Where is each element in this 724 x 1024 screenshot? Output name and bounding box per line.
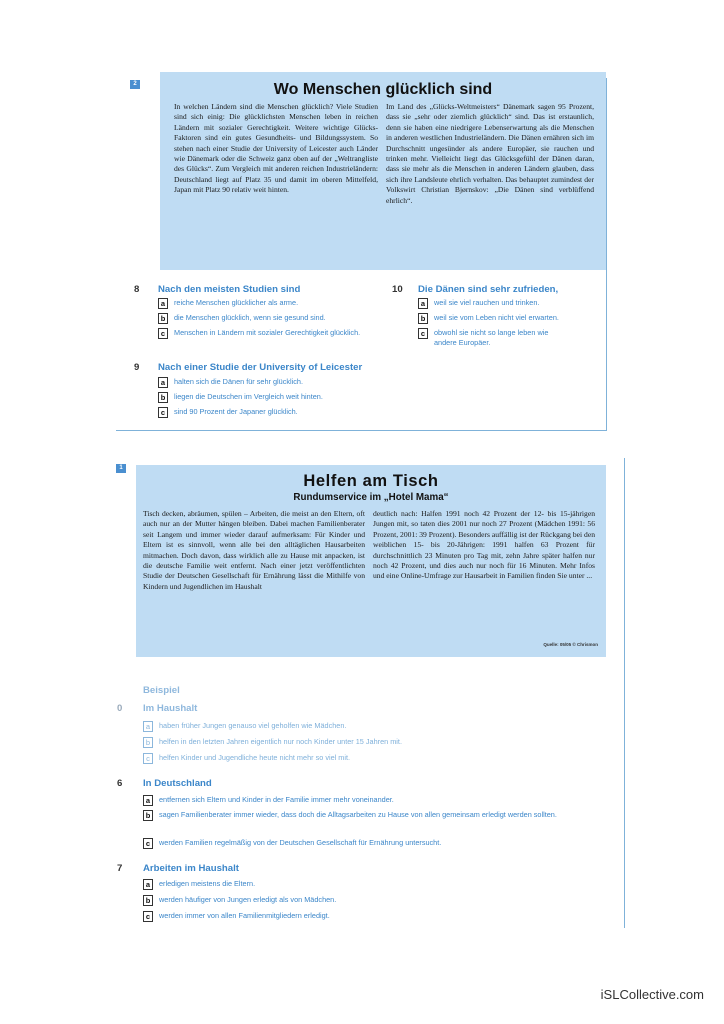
question-stem: In Deutschland xyxy=(143,778,212,789)
answer-option[interactable] xyxy=(143,810,598,821)
option-letter[interactable]: b xyxy=(143,810,153,821)
answer-option[interactable] xyxy=(158,313,383,324)
option-text: erledigen meistens die Eltern. xyxy=(159,879,256,888)
question-number: 7 xyxy=(117,863,123,874)
option-letter[interactable]: b xyxy=(158,313,168,324)
option-letter[interactable]: a xyxy=(418,298,428,309)
answer-option xyxy=(143,753,603,764)
question-stem: Nach den meisten Studien sind xyxy=(158,284,301,295)
option-letter[interactable]: c xyxy=(143,911,153,922)
answer-option[interactable] xyxy=(143,795,603,806)
article-column-left: Tisch decken, abräumen, spülen – Arbeiten, die meist an den Eltern, oft auch nur an der Mutter hängen bleiben. Dabei machen Familienberater seit Langem und immer wieder darauf aufmerksam: Für Kinder und Eltern ist es sinnvoll, wenn alle bei den alltäglichen Hausarbeiten mitmachen. Doch davon, dass wirklich alle zu Hause mit anpacken, ist die deutsche Familie weit entfernt. Nach einer jetzt veröffentlichten Studie der Deutschen Gesellschaft für Ernährung lässt die Mithilfe von Kindern und Jugendlichen im Haushalt xyxy=(143,509,365,591)
option-text: entfernen sich Eltern und Kinder in der Familie immer mehr voneinander. xyxy=(159,795,394,804)
option-text: weil sie viel rauchen und trinken. xyxy=(434,298,540,307)
question-number: 0 xyxy=(117,703,123,714)
answer-option[interactable] xyxy=(158,377,383,388)
answer-option[interactable] xyxy=(158,298,383,309)
option-letter[interactable]: a xyxy=(158,298,168,309)
source-credit: Quelle: 05/05 © Chrismon xyxy=(543,642,598,647)
article-title: Wo Menschen glücklich sind xyxy=(273,81,493,98)
option-text: die Menschen glücklich, wenn sie gesund sind. xyxy=(174,313,326,322)
option-text: Menschen in Ländern mit sozialer Gerechtigkeit glücklich. xyxy=(174,328,361,337)
option-text: werden Familien regelmäßig von der Deutschen Gesellschaft für Ernährung untersucht. xyxy=(159,838,442,847)
answer-option[interactable] xyxy=(418,313,598,324)
option-letter: a xyxy=(143,721,153,732)
answer-option[interactable] xyxy=(418,328,568,347)
section-frame xyxy=(624,458,625,928)
question-number: 6 xyxy=(117,778,123,789)
question-stem: Arbeiten im Haushalt xyxy=(143,863,239,874)
option-text: helfen Kinder und Jugendliche heute nicht mehr so viel mit. xyxy=(159,753,351,762)
option-text: reiche Menschen glücklicher als arme. xyxy=(174,298,299,307)
article-column-left: In welchen Ländern sind die Menschen glücklich? Viele Studien sind sich einig: Die glücklichsten Menschen leben in reichen Ländern mit sozialer Gerechtigkeit. Weitere wichtige Glücks-Faktoren sind ein gutes Gesundheits- und Bildungssystem. So stehen nach einer Studie der University of Leicester auch Länder wie Dänemark oder die Schweiz ganz oben auf der „Weltrangliste des Glücks“. Zum Vergleich mit anderen reichen Industrieländern: Deutschland liegt auf Platz 35 und damit im oberen Mittelfeld, Japan mit Platz 90 relativ weit hinten. xyxy=(174,102,378,195)
answer-option[interactable] xyxy=(143,895,603,906)
option-letter[interactable]: b xyxy=(158,392,168,403)
answer-option xyxy=(143,721,603,732)
article-column-right: Im Land des „Glücks-Weltmeisters“ Dänemark sagen 95 Prozent, dass sie „sehr oder ziemlich glücklich“ sind. Das ist erstaunlich, denn sie haben eine niedrigere Lebenserwartung als die Menschen in anderen westlichen Industrieländern. Die Dänen ernähren sich im Durchschnitt ungesünder als andere Europäer, sie rauchen und trinken mehr. Vielleicht liegt das Glücksgefühl der Dänen daran, dass sie mehr als die Menschen in anderen Ländern glauben, dass sich ihre Landsleute ehrlich verhalten. Das behauptet zumindest der Volkswirt Christian Bjørnskov: „Die Dänen sind verblüffend ehrlich“. xyxy=(386,102,594,205)
section-number-badge: 1 xyxy=(116,464,126,473)
question-number: 9 xyxy=(134,362,140,373)
answer-option[interactable] xyxy=(158,407,383,418)
option-letter[interactable]: a xyxy=(143,879,153,890)
option-text: obwohl sie nicht so lange leben wie andere Europäer. xyxy=(434,328,549,347)
section-number-badge: 2 xyxy=(130,80,140,89)
answer-option[interactable] xyxy=(418,298,598,309)
option-text: werden immer von allen Familienmitgliedern erledigt. xyxy=(159,911,330,920)
answer-option xyxy=(143,737,603,748)
answer-option[interactable] xyxy=(143,911,603,922)
question-stem: Die Dänen sind sehr zufrieden, xyxy=(418,284,559,295)
option-letter[interactable]: a xyxy=(158,377,168,388)
question-number: 8 xyxy=(134,284,140,295)
option-letter: b xyxy=(143,737,153,748)
question-stem: Im Haushalt xyxy=(143,703,198,714)
answer-option[interactable] xyxy=(143,838,603,849)
option-text: haben früher Jungen genauso viel geholfen wie Mädchen. xyxy=(159,721,347,730)
option-letter[interactable]: a xyxy=(143,795,153,806)
option-text: weil sie vom Leben nicht viel erwarten. xyxy=(434,313,559,322)
option-letter[interactable]: b xyxy=(418,313,428,324)
option-letter[interactable]: b xyxy=(143,895,153,906)
article-subtitle: Rundumservice im „Hotel Mama“ xyxy=(293,492,449,503)
watermark-footer: iSLCollective.com xyxy=(600,987,704,1002)
option-letter-marked: c xyxy=(143,753,153,764)
option-text: helfen in den letzten Jahren eigentlich nur noch Kinder unter 15 Jahren mit. xyxy=(159,737,402,746)
option-text: werden häufiger von Jungen erledigt als von Mädchen. xyxy=(159,895,337,904)
question-number: 10 xyxy=(392,284,403,295)
answer-option[interactable] xyxy=(158,328,383,339)
example-label: Beispiel xyxy=(143,685,180,696)
option-letter[interactable]: c xyxy=(143,838,153,849)
option-letter[interactable]: c xyxy=(158,328,168,339)
option-letter[interactable]: c xyxy=(158,407,168,418)
article-box xyxy=(136,465,606,657)
article-box xyxy=(160,72,606,270)
article-title: Helfen am Tisch xyxy=(303,472,439,490)
question-stem: Nach einer Studie der University of Leicester xyxy=(158,362,363,373)
answer-option[interactable] xyxy=(158,392,383,403)
option-text: sind 90 Prozent der Japaner glücklich. xyxy=(174,407,298,416)
option-text: liegen die Deutschen im Vergleich weit hinten. xyxy=(174,392,323,401)
option-text: halten sich die Dänen für sehr glücklich. xyxy=(174,377,303,386)
answer-option[interactable] xyxy=(143,879,603,890)
article-column-right: deutlich nach: Halfen 1991 noch 42 Prozent der 12- bis 15-jährigen Jungen mit, so taten dies 2001 nur noch 27 Prozent (Mädchen 1991: 56 Prozent, 2001: 39 Prozent). Besonders auffällig ist der Rückgang bei den weiblichen 15- bis 20-Jährigen: 1991 halfen 63 Prozent für durchschnittlich 23 Minuten pro Tag mit, zehn Jahre später halfen nur noch 42 Prozent, und dies auch nur noch für 16 Minuten. Mehr Infos und eine Online-Umfrage zur Hausarbeit in Familien finden Sie unter ... xyxy=(373,509,595,581)
option-letter[interactable]: c xyxy=(418,328,428,339)
option-text: sagen Familienberater immer wieder, dass doch die Alltagsarbeiten zu Hause von allen gemeinsam erledigt werden sollten. xyxy=(159,810,557,819)
